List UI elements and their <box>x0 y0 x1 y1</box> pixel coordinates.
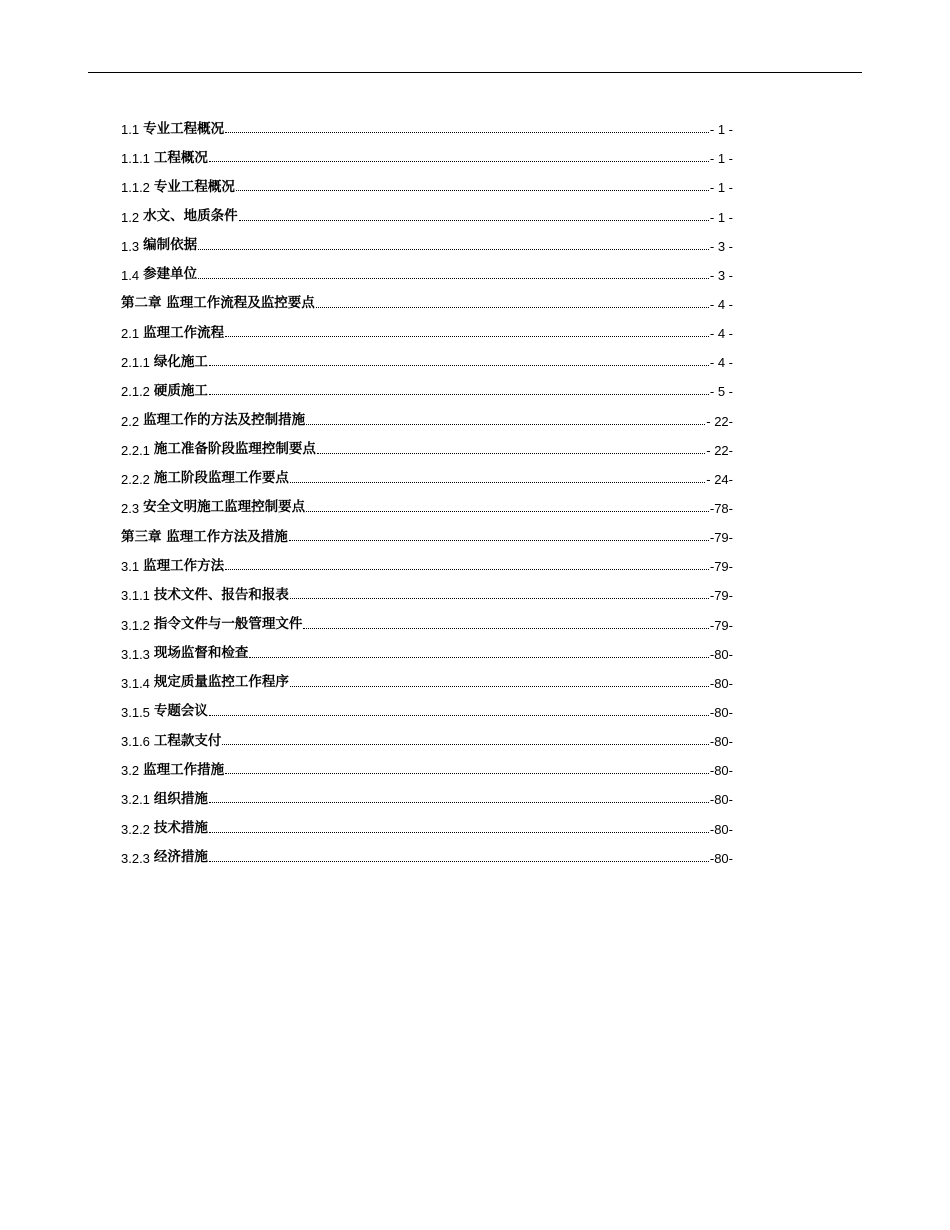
toc-entry[interactable] <box>121 748 733 777</box>
toc-entry-number: 2.1 <box>121 326 140 342</box>
dot-leader <box>209 160 709 162</box>
toc-entry-number: 3.1.3 <box>121 646 150 662</box>
toc-entry-title: 监理工作方法 <box>143 557 225 574</box>
toc-entry-title: 工程概况 <box>153 149 208 166</box>
toc-entry-page: -80- <box>709 646 733 662</box>
toc-entry-title: 第三章 监理工作方法及措施 <box>121 528 288 545</box>
toc-entry-page: - 4 - <box>709 296 733 312</box>
toc-entry-page: - 1 - <box>709 209 733 225</box>
toc-entry-title: 绿化施工 <box>153 353 208 370</box>
toc-entry-page: - 22- <box>706 413 733 429</box>
toc-entry-title: 工程款支付 <box>153 732 222 749</box>
toc-entry[interactable] <box>121 777 733 806</box>
dot-leader <box>306 510 709 512</box>
toc-entry-title: 参建单位 <box>143 266 198 283</box>
header-rule <box>88 72 862 73</box>
toc-entry[interactable] <box>121 515 733 544</box>
dot-leader <box>222 743 708 745</box>
toc-entry-page: -79- <box>709 530 733 546</box>
toc-entry-title: 技术文件、报告和报表 <box>153 586 289 603</box>
toc-entry[interactable] <box>121 457 733 486</box>
toc-entry-page: - 5 - <box>709 384 733 400</box>
toc-entry-title: 监理工作的方法及控制措施 <box>143 412 306 429</box>
toc-entry-page: - 1 - <box>709 122 733 138</box>
dot-leader <box>236 189 709 191</box>
toc-entry-title: 监理工作流程 <box>143 324 225 341</box>
dot-leader <box>209 801 709 803</box>
toc-entry[interactable] <box>121 690 733 719</box>
toc-entry[interactable] <box>121 428 733 457</box>
toc-entry-page: -80- <box>709 792 733 808</box>
toc-entry-page: -80- <box>709 763 733 779</box>
toc-entry-title: 技术措施 <box>153 820 208 837</box>
dot-leader <box>225 568 709 570</box>
toc-entry[interactable] <box>121 253 733 282</box>
dot-leader <box>198 248 709 250</box>
toc-entry-page: -80- <box>709 850 733 866</box>
toc-entry[interactable] <box>121 194 733 223</box>
toc-entry-page: - 24- <box>706 471 733 487</box>
dot-leader <box>316 306 709 308</box>
toc-entry-page: - 1 - <box>709 180 733 196</box>
toc-entry[interactable] <box>121 719 733 748</box>
toc-entry-title: 规定质量监控工作程序 <box>153 674 289 691</box>
toc-entry[interactable] <box>121 165 733 194</box>
toc-entry-number: 3.1.4 <box>121 675 150 691</box>
toc-entry-number: 1.2 <box>121 209 140 225</box>
toc-entry-number: 3.2.3 <box>121 850 150 866</box>
toc-entry-number: 3.1.6 <box>121 734 150 750</box>
toc-entry-number: 3.1.2 <box>121 617 150 633</box>
toc-entry-page: - 4 - <box>709 355 733 371</box>
toc-entry-page: -80- <box>709 675 733 691</box>
dot-leader <box>198 277 709 279</box>
toc-entry-title: 专业工程概况 <box>143 120 225 137</box>
toc-entry-title: 指令文件与一般管理文件 <box>153 616 303 633</box>
dot-leader <box>209 860 709 862</box>
toc-entry-number: 3.1 <box>121 559 140 575</box>
toc-entry-number: 3.2.1 <box>121 792 150 808</box>
toc-entry-title: 施工阶段监理工作要点 <box>153 470 289 487</box>
toc-entry-number: 2.2.1 <box>121 442 150 458</box>
toc-entry[interactable] <box>121 107 733 136</box>
toc-entry[interactable] <box>121 632 733 661</box>
toc-entry[interactable] <box>121 369 733 398</box>
toc-entry[interactable] <box>121 544 733 573</box>
toc-entry-title: 监理工作措施 <box>143 761 225 778</box>
dot-leader <box>239 219 709 221</box>
dot-leader <box>209 364 709 366</box>
table-of-contents <box>121 107 733 865</box>
toc-entry[interactable] <box>121 136 733 165</box>
toc-entry-number: 3.1.1 <box>121 588 150 604</box>
toc-entry-number: 2.1.2 <box>121 384 150 400</box>
toc-entry-page: -80- <box>709 704 733 720</box>
dot-leader <box>306 423 705 425</box>
dot-leader <box>209 714 709 716</box>
toc-entry-title: 组织措施 <box>153 790 208 807</box>
toc-entry-page: - 22- <box>706 442 733 458</box>
dot-leader <box>225 772 709 774</box>
toc-entry-title: 第二章 监理工作流程及监控要点 <box>121 295 315 312</box>
toc-entry-page: - 1 - <box>709 151 733 167</box>
toc-entry[interactable] <box>121 602 733 631</box>
toc-entry-number: 3.2.2 <box>121 821 150 837</box>
toc-entry[interactable] <box>121 573 733 602</box>
toc-entry-title: 现场监督和检查 <box>153 645 249 662</box>
toc-entry[interactable] <box>121 661 733 690</box>
toc-entry-number: 3.1.5 <box>121 704 150 720</box>
toc-entry[interactable] <box>121 806 733 835</box>
toc-entry-number: 2.2 <box>121 413 140 429</box>
toc-entry-title: 水文、地质条件 <box>143 208 238 225</box>
toc-entry-number: 1.4 <box>121 267 140 283</box>
toc-entry-number: 2.3 <box>121 500 140 516</box>
dot-leader <box>249 656 708 658</box>
toc-entry-page: -79- <box>709 559 733 575</box>
toc-entry[interactable] <box>121 340 733 369</box>
toc-entry-number: 1.1.2 <box>121 180 150 196</box>
toc-entry[interactable] <box>121 836 733 865</box>
toc-entry[interactable] <box>121 311 733 340</box>
toc-entry[interactable] <box>121 486 733 515</box>
dot-leader <box>290 597 709 599</box>
toc-entry-title: 编制依据 <box>143 237 198 254</box>
toc-entry-page: -80- <box>709 821 733 837</box>
toc-entry-number: 1.1.1 <box>121 151 150 167</box>
dot-leader <box>225 131 709 133</box>
toc-entry[interactable] <box>121 398 733 427</box>
toc-entry-number: 2.1.1 <box>121 355 150 371</box>
toc-entry-page: -79- <box>709 588 733 604</box>
toc-entry-title: 施工准备阶段监理控制要点 <box>153 441 316 458</box>
toc-entry-page: - 4 - <box>709 326 733 342</box>
dot-leader <box>289 539 709 541</box>
dot-leader <box>209 831 709 833</box>
toc-entry-title: 硬质施工 <box>153 382 208 399</box>
toc-entry-page: -80- <box>709 734 733 750</box>
toc-entry-number: 3.2 <box>121 763 140 779</box>
toc-entry-page: -78- <box>709 500 733 516</box>
toc-entry-page: - 3 - <box>709 267 733 283</box>
toc-entry-number: 1.3 <box>121 238 140 254</box>
toc-entry-number: 1.1 <box>121 122 140 138</box>
dot-leader <box>290 685 709 687</box>
dot-leader <box>290 481 705 483</box>
toc-entry-title: 专题会议 <box>153 703 208 720</box>
toc-entry-page: - 3 - <box>709 238 733 254</box>
toc-entry-title: 专业工程概况 <box>153 178 235 195</box>
toc-entry-page: -79- <box>709 617 733 633</box>
toc-entry-title: 经济措施 <box>153 849 208 866</box>
dot-leader <box>317 452 705 454</box>
toc-entry[interactable] <box>121 224 733 253</box>
toc-entry[interactable] <box>121 282 733 311</box>
dot-leader <box>209 393 709 395</box>
dot-leader <box>303 627 708 629</box>
dot-leader <box>225 335 709 337</box>
toc-entry-title: 安全文明施工监理控制要点 <box>143 499 306 516</box>
toc-entry-number: 2.2.2 <box>121 471 150 487</box>
